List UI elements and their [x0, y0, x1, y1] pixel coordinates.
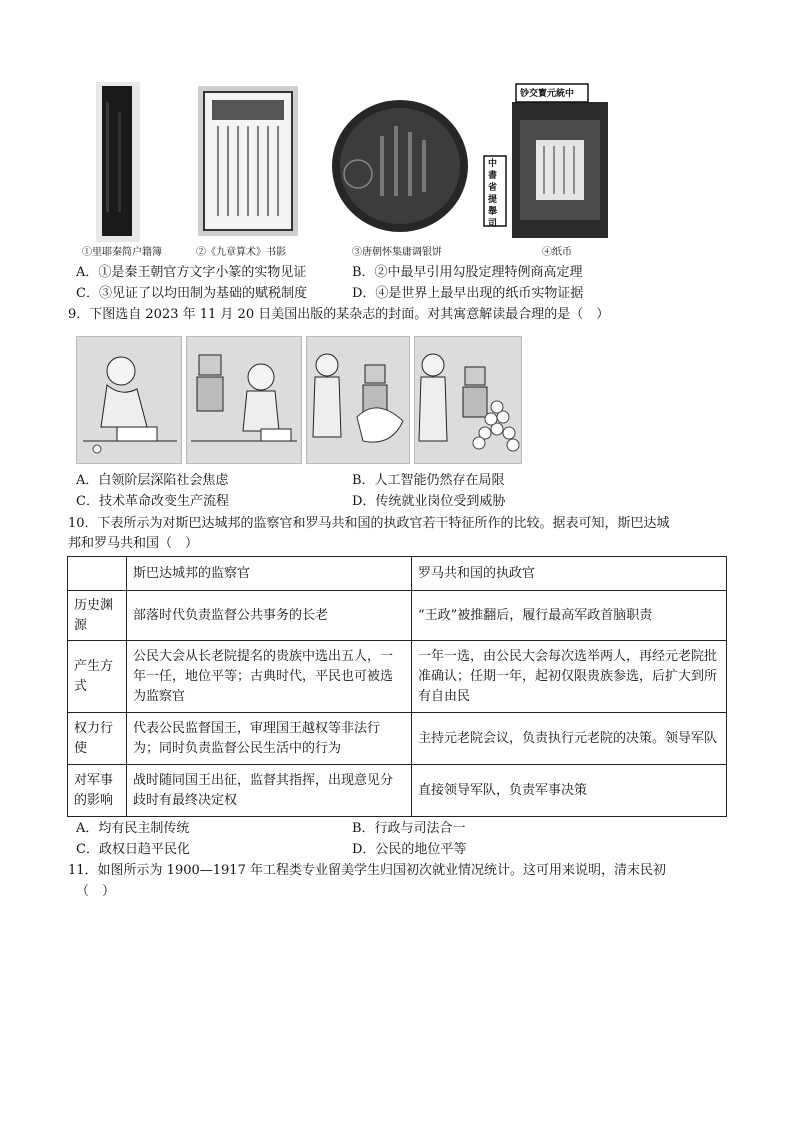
q8-option-a: A．①是秦王朝官方文字小篆的实物见证 [76, 265, 307, 280]
comparison-table [67, 556, 727, 817]
q9-option-b: B．人工智能仍然存在局限 [352, 473, 505, 488]
table-cell: 一年一选，由公民大会每次选举两人，再经元老院批准确认；任期一年，起初仅限贵族参选，后扩大到所有自由民 [412, 641, 727, 713]
table-cell: 对军事的影响 [68, 765, 127, 817]
table-cell: “王政”被推翻后，履行最高军政首脑职责 [412, 591, 727, 641]
q9-stem: 9．下图选自 2023 年 11 月 20 日美国出版的某杂志的封面。对其寓意解读最合理的是（ ） [68, 307, 610, 322]
q9-option-c: C．技术革命改变生产流程 [76, 494, 229, 509]
caption-1: ①里耶秦简户籍簿 [82, 247, 162, 258]
image-liye-qin-slips [96, 82, 140, 242]
q8-option-c: C．③见证了以均田制为基础的赋税制度 [76, 286, 307, 301]
table-row [68, 765, 727, 817]
image-jiuzhang-suanshu [198, 86, 298, 236]
table-cell: 主持元老院会议，负责执行元老院的决策。领导军队 [412, 713, 727, 765]
q10-option-a: A．均有民主制传统 [76, 821, 190, 836]
q11-stem-line1: 11．如图所示为 1900—1917 年工程类专业留美学生归国初次就业情况统计。这可用来说明，清末民初 [68, 863, 666, 878]
table-cell: 战时随同国王出征，监督其指挥，出现意见分歧时有最终决定权 [127, 765, 412, 817]
q10-stem-line2: 邦和罗马共和国（ ） [68, 536, 199, 551]
banknote-header-label: 钞交寳元統中 [520, 89, 575, 99]
q10-stem-line1: 10．下表所示为对斯巴达城邦的监察官和罗马共和国的执政官若干特征所作的比较。据表可知，斯巴达城 [68, 516, 670, 531]
table-row [68, 641, 727, 713]
q8-option-d: D．④是世界上最早出现的纸币实物证据 [352, 286, 584, 301]
q11-stem-line2: （ ） [76, 884, 116, 899]
table-cell: 权力行使 [68, 713, 127, 765]
table-header-cell: 罗马共和国的执政官 [412, 557, 727, 591]
caption-2: ②《九章算术》书影 [196, 247, 286, 258]
cartoon-panel-4 [414, 336, 522, 464]
table-cell: 公民大会从长老院提名的贵族中选出五人，一年一任，地位平等；古典时代，平民也可被选为监察官 [127, 641, 412, 713]
cartoon-panel-2 [186, 336, 302, 464]
cartoon-panel-1 [76, 336, 182, 464]
table-header-row [68, 557, 727, 591]
image-tang-silver-cake [330, 96, 470, 236]
q10-option-c: C．政权日趋平民化 [76, 842, 190, 857]
cartoon-panel-3 [306, 336, 410, 464]
table-row [68, 713, 727, 765]
table-cell: 直接领导军队，负责军事决策 [412, 765, 727, 817]
banknote-side-label: 中書省提舉司 [488, 159, 498, 229]
q10-option-d: D．公民的地位平等 [352, 842, 467, 857]
table-cell: 部落时代负责监督公共事务的长老 [127, 591, 412, 641]
q8-option-b: B．②中最早引用勾股定理特例商高定理 [352, 265, 583, 280]
q9-option-a: A．白领阶层深陷社会焦虑 [76, 473, 229, 488]
image-yuan-banknote [482, 80, 612, 240]
table-header-cell: 斯巴达城邦的监察官 [127, 557, 412, 591]
table-cell: 代表公民监督国王，审理国王越权等非法行为；同时负责监督公民生活中的行为 [127, 713, 412, 765]
caption-3: ③唐朝怀集庸调银饼 [352, 247, 442, 258]
table-cell: 产生方式 [68, 641, 127, 713]
table-cell: 历史渊源 [68, 591, 127, 641]
caption-4: ④纸币 [542, 247, 572, 258]
q9-option-d: D．传统就业岗位受到威胁 [352, 494, 506, 509]
table-row [68, 591, 727, 641]
table-header-cell [68, 557, 127, 591]
q10-option-b: B．行政与司法合一 [352, 821, 466, 836]
